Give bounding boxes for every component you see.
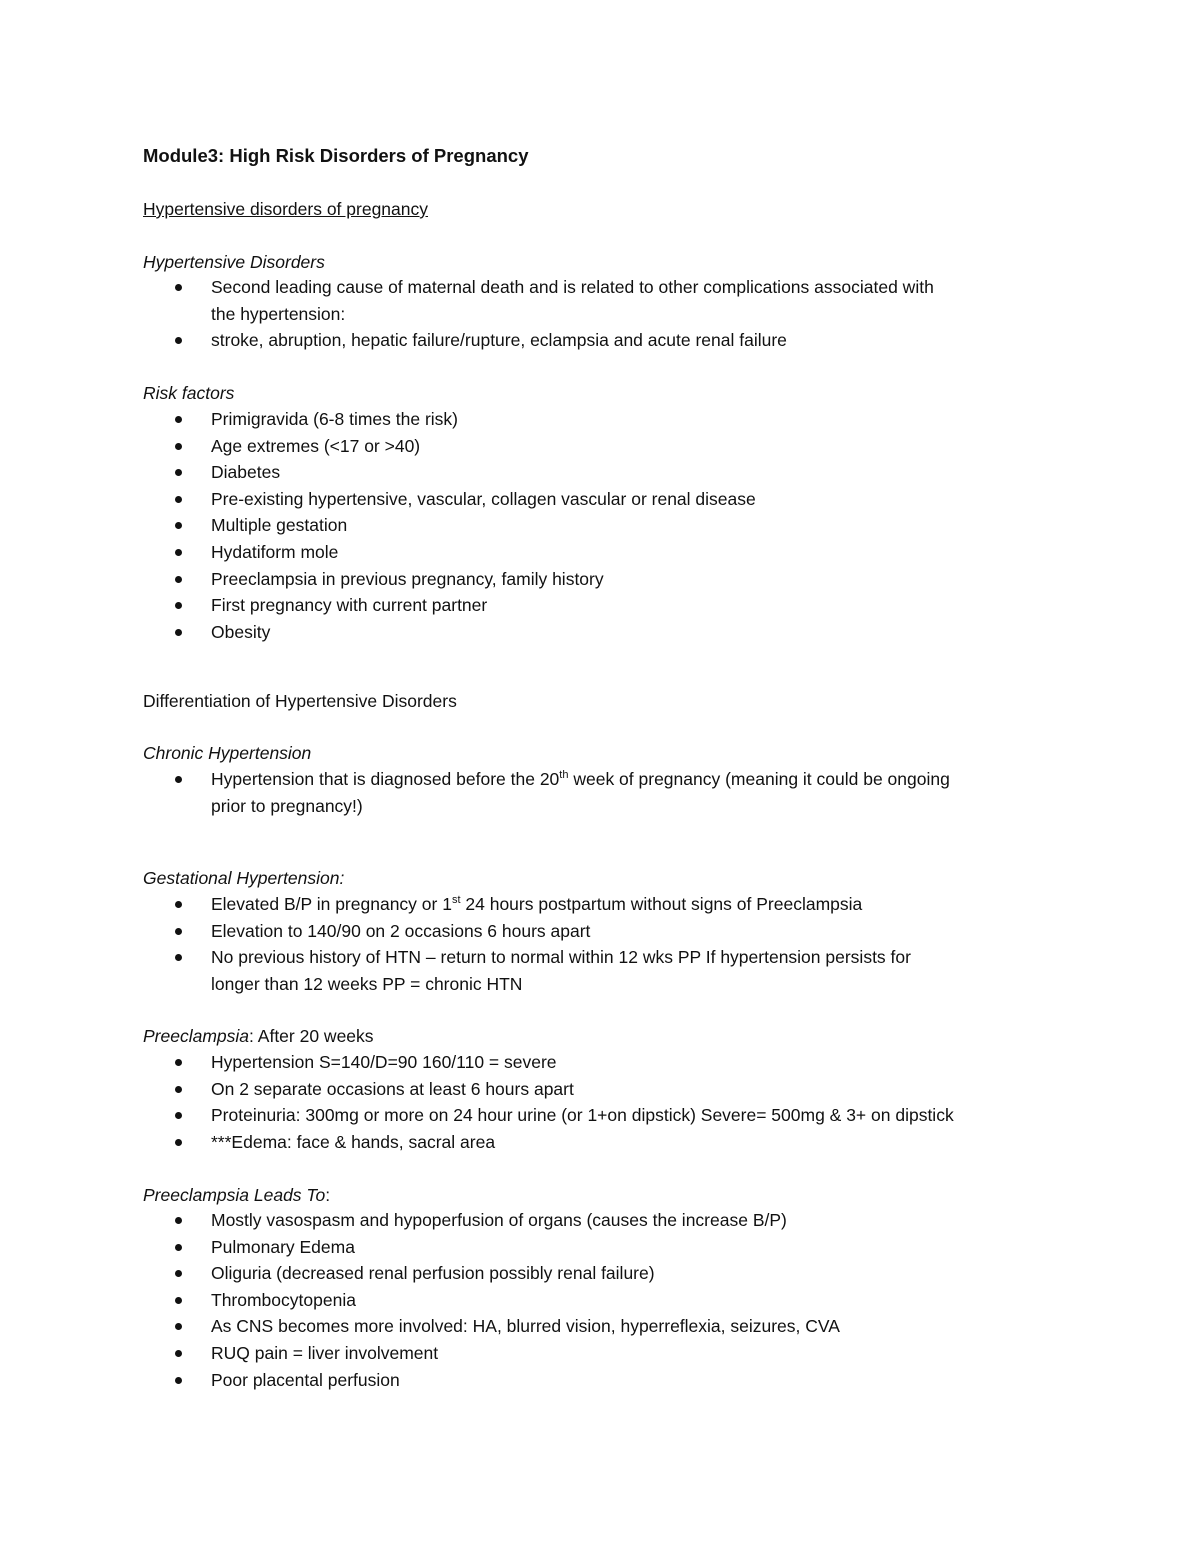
list-item: Elevated B/P in pregnancy or 1st 24 hours postpartum without signs of Preeclampsia xyxy=(143,891,911,918)
bullet-icon xyxy=(175,1323,182,1330)
page-title: Module3: High Risk Disorders of Pregnancy xyxy=(143,145,529,166)
bullet-icon xyxy=(175,901,182,908)
list-item: ***Edema: face & hands, sacral area xyxy=(143,1129,954,1156)
bullet-icon xyxy=(175,522,182,529)
bullet-icon xyxy=(175,776,182,783)
list-item: Age extremes (<17 or >40) xyxy=(143,433,756,460)
list-item: Multiple gestation xyxy=(143,512,756,539)
bullet-icon xyxy=(175,1350,182,1357)
bullet-icon xyxy=(175,496,182,503)
bullet-icon xyxy=(175,416,182,423)
bullet-icon xyxy=(175,337,182,344)
risk-factors-list xyxy=(143,406,756,645)
list-item: As CNS becomes more involved: HA, blurred vision, hyperreflexia, seizures, CVA xyxy=(143,1313,840,1340)
list-item-continuation: the hypertension: xyxy=(211,303,346,324)
list-item-continuation: prior to pregnancy!) xyxy=(211,795,363,816)
bullet-icon xyxy=(175,1297,182,1304)
subheading-preeclampsia-leads-to: Preeclampsia Leads To: xyxy=(143,1185,331,1205)
hypertensive-disorders-list xyxy=(143,274,934,354)
bullet-icon xyxy=(175,1244,182,1251)
list-item: RUQ pain = liver involvement xyxy=(143,1340,840,1367)
preeclampsia-leads-list xyxy=(143,1207,840,1393)
list-item: No previous history of HTN – return to normal within 12 wks PP If hypertension persists for xyxy=(143,944,911,971)
bullet-icon xyxy=(175,284,182,291)
bullet-icon xyxy=(175,1377,182,1384)
list-item: Preeclampsia in previous pregnancy, family history xyxy=(143,566,756,593)
subheading-gestational-hypertension: Gestational Hypertension: xyxy=(143,868,345,888)
list-item: Oliguria (decreased renal perfusion possibly renal failure) xyxy=(143,1260,840,1287)
list-item: Hypertension S=140/D=90 160/110 = severe xyxy=(143,1049,954,1076)
bullet-icon xyxy=(175,954,182,961)
list-item: Poor placental perfusion xyxy=(143,1367,840,1394)
subheading-chronic-hypertension: Chronic Hypertension xyxy=(143,743,312,763)
list-item: Thrombocytopenia xyxy=(143,1287,840,1314)
list-item: Diabetes xyxy=(143,459,756,486)
subheading-preeclampsia: Preeclampsia: After 20 weeks xyxy=(143,1026,374,1046)
list-item: On 2 separate occasions at least 6 hours apart xyxy=(143,1076,954,1103)
bullet-icon xyxy=(175,576,182,583)
gestational-hypertension-list xyxy=(143,891,911,997)
bullet-icon xyxy=(175,1139,182,1146)
bullet-icon xyxy=(175,602,182,609)
bullet-icon xyxy=(175,629,182,636)
list-item-continuation: longer than 12 weeks PP = chronic HTN xyxy=(211,973,523,994)
list-item: Mostly vasospasm and hypoperfusion of organs (causes the increase B/P) xyxy=(143,1207,840,1234)
list-item: Hypertension that is diagnosed before the 20th week of pregnancy (meaning it could be ongoing xyxy=(143,766,950,793)
bullet-icon xyxy=(175,549,182,556)
list-item: Second leading cause of maternal death and is related to other complications associated with xyxy=(143,274,934,301)
list-item: First pregnancy with current partner xyxy=(143,592,756,619)
list-item: stroke, abruption, hepatic failure/rupture, eclampsia and acute renal failure xyxy=(143,327,934,354)
chronic-hypertension-list xyxy=(143,766,950,819)
list-item: Pre-existing hypertensive, vascular, collagen vascular or renal disease xyxy=(143,486,756,513)
list-item: Proteinuria: 300mg or more on 24 hour urine (or 1+on dipstick) Severe= 500mg & 3+ on dipstick xyxy=(143,1102,954,1129)
section-heading-hypertensive: Hypertensive disorders of pregnancy xyxy=(143,199,429,219)
bullet-icon xyxy=(175,443,182,450)
list-item: Hydatiform mole xyxy=(143,539,756,566)
subheading-hypertensive-disorders: Hypertensive Disorders xyxy=(143,252,325,272)
section-heading-differentiation: Differentiation of Hypertensive Disorders xyxy=(143,691,457,711)
list-item: Elevation to 140/90 on 2 occasions 6 hours apart xyxy=(143,918,911,945)
bullet-icon xyxy=(175,1217,182,1224)
bullet-icon xyxy=(175,1086,182,1093)
list-item: Pulmonary Edema xyxy=(143,1234,840,1261)
bullet-icon xyxy=(175,1270,182,1277)
bullet-icon xyxy=(175,1059,182,1066)
bullet-icon xyxy=(175,928,182,935)
preeclampsia-list xyxy=(143,1049,954,1155)
subheading-risk-factors: Risk factors xyxy=(143,383,235,403)
bullet-icon xyxy=(175,469,182,476)
list-item: Primigravida (6-8 times the risk) xyxy=(143,406,756,433)
list-item: Obesity xyxy=(143,619,756,646)
bullet-icon xyxy=(175,1112,182,1119)
